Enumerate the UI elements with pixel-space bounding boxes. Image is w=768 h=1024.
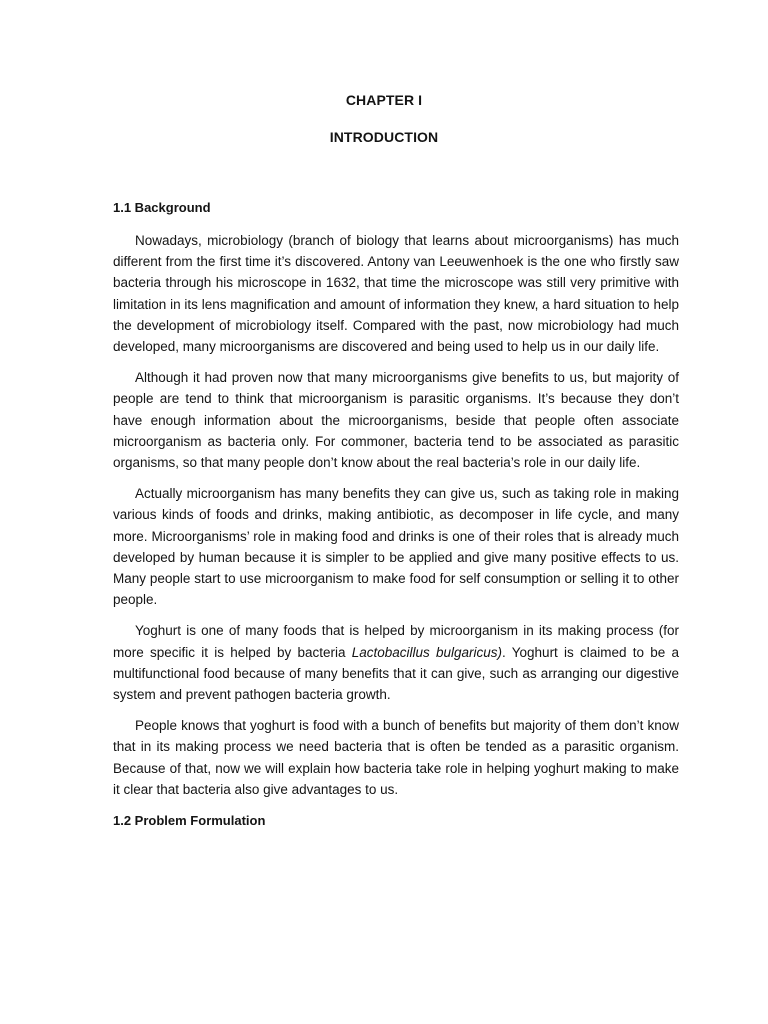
section-heading-background: 1.1 Background xyxy=(113,200,211,215)
yoghurt-text-before: Yoghurt is one of many foods that is helped by microorganism in its making process (for more specific it is helped by bacteria xyxy=(113,623,679,660)
document-body xyxy=(113,197,679,831)
section-heading-problem-formulation: 1.2 Problem Formulation xyxy=(113,813,266,829)
yoghurt-text-after: . Yoghurt is claimed to be a multifunctional food because of many benefits that it can give, such as arranging our digestive system and prevent pathogen bacteria growth. xyxy=(113,644,680,703)
species-name-italic: Lactobacillus bulgaricus) xyxy=(351,644,503,660)
paragraph-microorganism-benefits: Actually microorganism has many benefits they can give us, such as taking role in making various kinds of foods and drinks, making antibiotic, as decomposer in life cycle, and many more. Microorganisms’ role in making food and drinks is one of their roles that is already much developed by human because it is simpler to be applied and give many positive effects to us. Many people start to use microorganism to make food for self consumption or selling it to other people. xyxy=(113,486,679,608)
paragraph-bacteria-advantages: People knows that yoghurt is food with a bunch of benefits but majority of them don’t know that in its making process we need bacteria that is often be tended as a parasitic organism. Because of that, now we will explain how bacteria take role in helping yoghurt making to make it clear that bacteria also give advantages to us. xyxy=(113,718,679,797)
chapter-subtitle: INTRODUCTION xyxy=(329,129,439,145)
chapter-title: CHAPTER I xyxy=(345,92,423,108)
paragraph-microbiology-history: Nowadays, microbiology (branch of biology that learns about microorganisms) has much different from the first time it’s discovered. Antony van Leeuwenhoek is the one who firstly saw bacteria through his microscope in 1632, that time the microscope was still very primitive with limitation in its lens magnification and amount of information they knew, a hard situation to help the development of microbiology itself. Compared with the past, now microbiology had much developed, many microorganisms are discovered and being used to help us in our daily life. xyxy=(113,233,679,355)
paragraph-parasitic-perception: Although it had proven now that many microorganisms give benefits to us, but majority of people are tend to think that microorganism is parasitic organisms. It’s because they don’t have enough information about the microorganisms, beside that people often associate microorganism as bacteria only. For commoner, bacteria tend to be associated as parasitic organisms, so that many people don’t know about the real bacteria’s role in our daily life. xyxy=(113,370,679,471)
paragraph-yoghurt xyxy=(113,620,679,705)
